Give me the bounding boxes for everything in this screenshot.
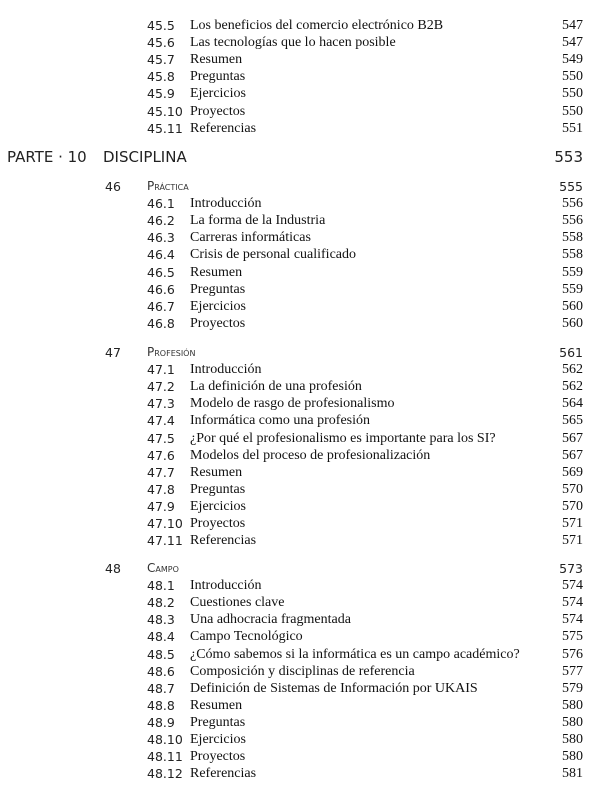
toc-section-entry: [0, 714, 600, 731]
section-number: 48.7: [147, 680, 175, 696]
section-number: 48.4: [147, 629, 175, 645]
section-page-number: 574: [562, 578, 583, 594]
section-number: 47.10: [147, 516, 183, 531]
section-page-number: 562: [562, 379, 583, 395]
section-number: 47.3: [147, 396, 175, 412]
toc-section-entry: [0, 103, 600, 120]
chapter-title: Profesión: [147, 345, 196, 359]
section-page-number: 579: [562, 680, 583, 696]
toc-section-entry: [0, 378, 600, 395]
section-number: 48.1: [147, 578, 175, 594]
section-page-number: 558: [562, 230, 583, 246]
section-number: 47.8: [147, 481, 175, 497]
toc-section-entry: [0, 51, 600, 68]
part-heading: [0, 146, 600, 168]
section-title: La definición de una profesión: [190, 379, 362, 395]
section-title: Referencias: [190, 120, 257, 136]
section-title: Introducción: [190, 578, 262, 594]
section-title: Resumen: [190, 264, 243, 280]
section-page-number: 562: [562, 362, 583, 378]
section-title: Modelo de rasgo de profesionalismo: [190, 396, 395, 412]
toc-section-entry: [0, 395, 600, 412]
section-page-number: 547: [562, 35, 583, 51]
section-number: 47.5: [147, 430, 175, 446]
section-number: 45.8: [147, 69, 175, 85]
section-number: 47.11: [147, 533, 183, 549]
section-number: 47.6: [147, 447, 175, 463]
section-number: 46.6: [147, 281, 175, 297]
toc-section-entry: [0, 481, 600, 498]
section-title: Referencias: [190, 533, 257, 549]
section-page-number: 559: [562, 281, 583, 297]
section-title: Los beneficios del comercio electrónico B2B: [190, 18, 444, 33]
chapter-number: 46: [105, 179, 121, 194]
section-title: Ejercicios: [190, 86, 246, 102]
toc-section-entry: [0, 447, 600, 464]
toc-section-entry: [0, 748, 600, 765]
section-title: Referencias: [190, 766, 257, 782]
section-number: 48.2: [147, 595, 175, 611]
section-page-number: 556: [562, 196, 583, 212]
toc-section-entry: [0, 298, 600, 315]
section-title: Resumen: [190, 52, 243, 68]
toc-section-entry: [0, 611, 600, 628]
section-number: 48.12: [147, 766, 183, 782]
section-title: Preguntas: [190, 714, 246, 730]
chapter-entry: [0, 560, 600, 577]
toc-section-entry: [0, 361, 600, 378]
toc-section-entry: [0, 515, 600, 532]
section-title: Las tecnologías que lo hacen posible: [190, 35, 396, 51]
section-number: 48.6: [147, 663, 175, 679]
toc-section-entry: [0, 498, 600, 515]
chapter-page-number: 555: [559, 179, 583, 194]
section-title: Introducción: [190, 196, 262, 212]
chapter-title: Campo: [147, 561, 179, 575]
chapter-number: 48: [105, 561, 121, 576]
section-page-number: 580: [562, 697, 583, 713]
section-title: Preguntas: [190, 281, 246, 297]
section-title: Cuestiones clave: [190, 595, 285, 611]
section-page-number: 565: [562, 413, 583, 429]
section-number: 48.8: [147, 697, 175, 713]
section-number: 48.3: [147, 612, 175, 628]
section-page-number: 567: [562, 447, 583, 463]
toc-section-entry: [0, 195, 600, 212]
section-title: Ejercicios: [190, 298, 246, 314]
section-number: 46.2: [147, 213, 175, 229]
section-page-number: 567: [562, 430, 583, 446]
toc-section-entry: [0, 264, 600, 281]
chapter-page-number: 561: [559, 345, 583, 360]
section-title: Resumen: [190, 697, 243, 713]
section-page-number: 570: [562, 481, 583, 497]
toc-section-entry: [0, 85, 600, 102]
section-number: 45.9: [147, 86, 175, 102]
section-page-number: 574: [562, 612, 583, 628]
chapter-entry: [0, 344, 600, 361]
section-title: Preguntas: [190, 69, 246, 85]
section-page-number: 580: [562, 749, 583, 765]
section-page-number: 551: [562, 120, 583, 136]
section-title: Ejercicios: [190, 498, 246, 514]
part-title: DISCIPLINA: [103, 148, 187, 166]
section-number: 46.8: [147, 315, 175, 331]
section-number: 46.7: [147, 298, 175, 314]
section-number: 48.5: [147, 646, 175, 662]
section-title: Proyectos: [190, 315, 246, 331]
section-number: 48.11: [147, 749, 183, 765]
section-title: ¿Cómo sabemos si la informática es un campo académico?: [190, 646, 520, 662]
section-page-number: 547: [562, 18, 583, 33]
part-page-number: 553: [554, 148, 583, 166]
chapter-number: 47: [105, 345, 121, 360]
section-page-number: 571: [562, 516, 583, 531]
section-page-number: 560: [562, 315, 583, 331]
section-title: Introducción: [190, 362, 262, 378]
toc-section-entry: [0, 281, 600, 298]
section-page-number: 577: [562, 663, 583, 679]
section-title: Proyectos: [190, 516, 246, 531]
section-page-number: 580: [562, 714, 583, 730]
toc-section-entry: [0, 229, 600, 246]
section-title: Proyectos: [190, 749, 246, 765]
toc-section-entry: [0, 34, 600, 51]
part-label: PARTE · 10: [7, 148, 87, 166]
section-number: 47.4: [147, 413, 175, 429]
section-number: 47.1: [147, 362, 175, 378]
chapter-page-number: 573: [559, 561, 583, 576]
toc-section-entry: [0, 464, 600, 481]
section-number: 45.5: [147, 18, 175, 33]
section-page-number: 570: [562, 498, 583, 514]
section-page-number: 559: [562, 264, 583, 280]
section-title: Proyectos: [190, 103, 246, 119]
section-number: 46.4: [147, 247, 175, 263]
toc-section-entry: [0, 532, 600, 549]
section-title: Definición de Sistemas de Información por UKAIS: [190, 680, 478, 696]
toc-section-entry: [0, 246, 600, 263]
toc-section-entry: [0, 680, 600, 697]
section-title: Informática como una profesión: [190, 413, 370, 429]
chapter-title: Práctica: [147, 179, 189, 193]
section-title: Preguntas: [190, 481, 246, 497]
section-page-number: 571: [562, 533, 583, 549]
section-number: 45.10: [147, 103, 183, 119]
section-title: Ejercicios: [190, 732, 246, 747]
section-page-number: 550: [562, 103, 583, 119]
section-number: 47.2: [147, 379, 175, 395]
section-title: Crisis de personal cualificado: [190, 247, 357, 263]
section-title: Composición y disciplinas de referencia: [190, 663, 415, 679]
section-page-number: 569: [562, 464, 583, 480]
section-title: Modelos del proceso de profesionalización: [190, 447, 431, 463]
toc-section-entry: [0, 594, 600, 611]
chapter-entry: [0, 178, 600, 195]
toc-section-entry: [0, 68, 600, 85]
section-page-number: 550: [562, 69, 583, 85]
toc-section-entry: [0, 577, 600, 594]
section-title: Resumen: [190, 464, 243, 480]
toc-section-entry: [0, 663, 600, 680]
section-page-number: 576: [562, 646, 583, 662]
section-page-number: 564: [562, 396, 583, 412]
section-number: 45.7: [147, 52, 175, 68]
section-title: ¿Por qué el profesionalismo es importante para los SI?: [190, 430, 496, 446]
section-number: 47.9: [147, 498, 175, 514]
section-number: 48.9: [147, 714, 175, 730]
section-page-number: 560: [562, 298, 583, 314]
toc-section-entry: [0, 628, 600, 645]
toc-section-entry: [0, 765, 600, 782]
toc-section-entry: [0, 315, 600, 332]
section-page-number: 556: [562, 213, 583, 229]
section-page-number: 581: [562, 766, 583, 782]
toc-section-entry: [0, 430, 600, 447]
section-title: La forma de la Industria: [190, 213, 326, 229]
toc-section-entry: [0, 17, 600, 34]
section-title: Campo Tecnológico: [190, 629, 303, 645]
section-page-number: 574: [562, 595, 583, 611]
section-page-number: 575: [562, 629, 583, 645]
toc-section-entry: [0, 120, 600, 137]
section-title: Una adhocracia fragmentada: [190, 612, 351, 628]
section-number: 45.6: [147, 35, 175, 51]
section-page-number: 580: [562, 732, 583, 747]
section-number: 45.11: [147, 120, 183, 136]
section-page-number: 558: [562, 247, 583, 263]
section-page-number: 550: [562, 86, 583, 102]
toc-section-entry: [0, 412, 600, 429]
section-number: 46.1: [147, 196, 175, 212]
section-number: 47.7: [147, 464, 175, 480]
toc-section-entry: [0, 646, 600, 663]
section-number: 46.3: [147, 230, 175, 246]
section-number: 48.10: [147, 732, 183, 747]
section-page-number: 549: [562, 52, 583, 68]
section-number: 46.5: [147, 264, 175, 280]
toc-section-entry: [0, 697, 600, 714]
section-title: Carreras informáticas: [190, 230, 311, 246]
toc-section-entry: [0, 212, 600, 229]
toc-section-entry: [0, 731, 600, 748]
